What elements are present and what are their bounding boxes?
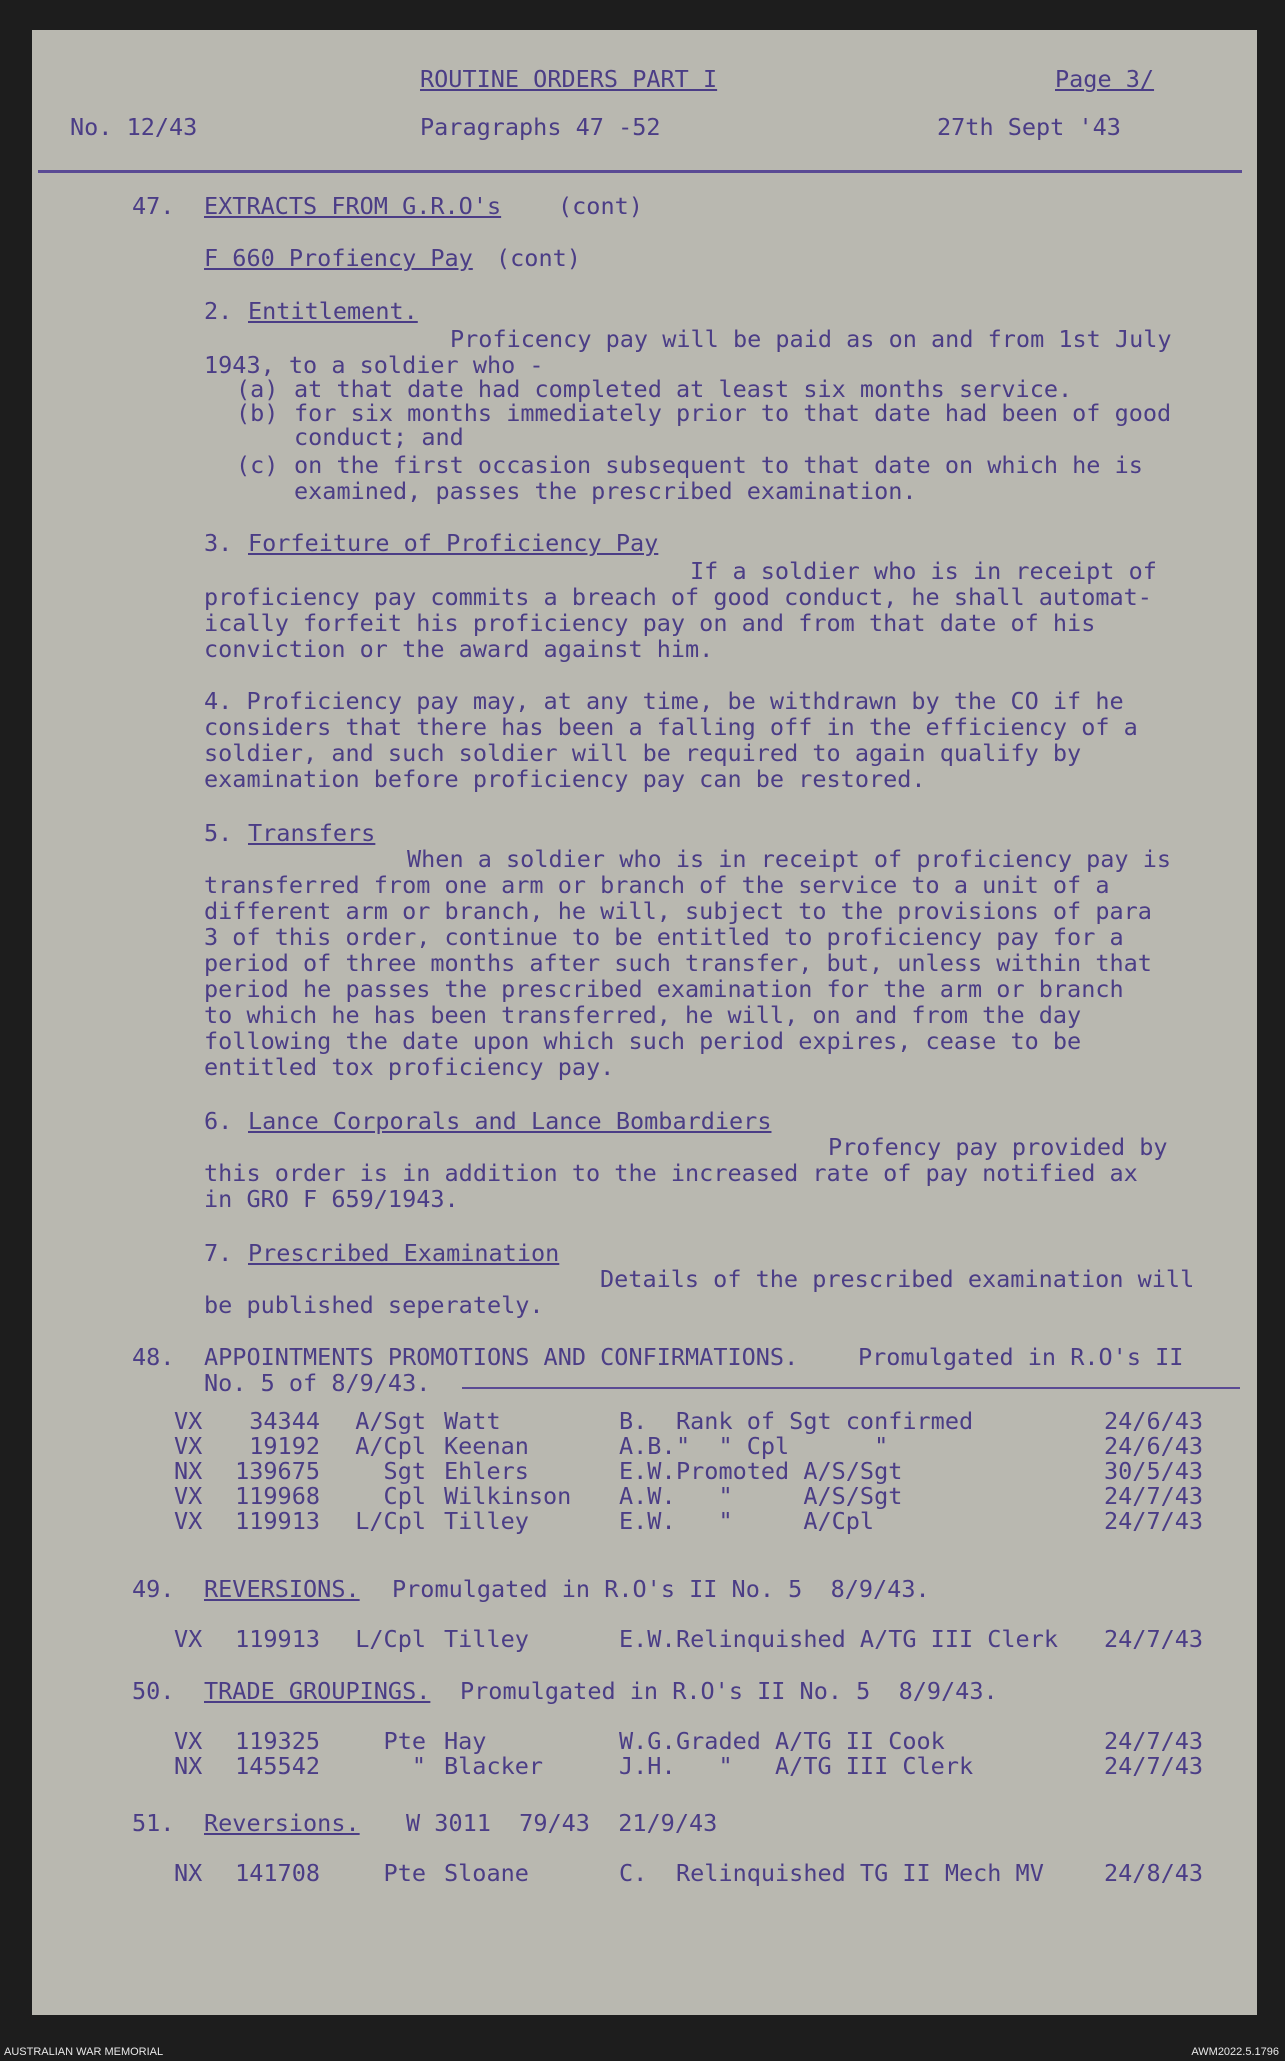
s2-c-label: (c) <box>236 451 279 479</box>
table-row <box>174 1753 1224 1779</box>
row-no: 34344 <box>249 1407 320 1435</box>
footer-credit: AUSTRALIAN WAR MEMORIAL <box>4 2046 164 2058</box>
row-action: Rank of Sgt confirmed <box>676 1407 974 1435</box>
header-rule <box>38 170 1242 173</box>
s2-a-label: (a) <box>236 375 279 403</box>
row-no: 119968 <box>235 1482 320 1510</box>
row-name: Ehlers <box>444 1457 529 1485</box>
row-action: Promoted A/S/Sgt <box>676 1457 903 1485</box>
row-name: Watt <box>444 1407 501 1435</box>
s2-c-text: examined, passes the prescribed examination. <box>294 477 917 505</box>
para-47-number: 47. <box>132 192 175 220</box>
row-init: B. <box>619 1407 648 1435</box>
row-prefix: VX <box>174 1507 203 1535</box>
table-row <box>174 1626 1224 1652</box>
row-name: Wilkinson <box>444 1482 572 1510</box>
s7-title: Prescribed Examination <box>248 1239 560 1267</box>
order-date: 27th Sept '43 <box>937 113 1121 141</box>
para-48-number: 48. <box>132 1343 175 1371</box>
s5-line: 3 of this order, continue to be entitled to proficiency pay for a <box>204 923 1124 951</box>
s5-line: different arm or branch, he will, subject to the provisions of para <box>204 897 1152 925</box>
row-no: 19192 <box>249 1432 320 1460</box>
row-rank: Cpl <box>383 1482 426 1510</box>
row-no: 119913 <box>235 1625 320 1653</box>
para-51-number: 51. <box>132 1809 175 1837</box>
s7-number: 7. <box>204 1239 233 1267</box>
row-rank: " <box>411 1752 426 1780</box>
para-48-text: Promulgated in R.O's II <box>858 1343 1184 1371</box>
row-rank: Pte <box>383 1859 426 1887</box>
row-action: Graded A/TG II Cook <box>676 1727 945 1755</box>
s2-b-label: (b) <box>236 399 279 427</box>
row-prefix: NX <box>174 1752 203 1780</box>
table-row <box>174 1860 1224 1886</box>
row-rank: L/Cpl <box>355 1507 426 1535</box>
row-rank: A/Cpl <box>355 1432 426 1460</box>
s2-c-text: on the first occasion subsequent to that date on which he is <box>294 451 1143 479</box>
s2-line: Proficency pay will be paid as on and from 1st July <box>450 325 1172 353</box>
s5-line: following the date upon which such period expires, cease to be <box>204 1027 1082 1055</box>
s3-line: conviction or the award against him. <box>204 635 714 663</box>
s5-number: 5. <box>204 819 233 847</box>
para-49-heading: REVERSIONS. <box>204 1575 360 1603</box>
row-rank: Sgt <box>383 1457 426 1485</box>
row-init: C. <box>619 1859 648 1887</box>
s3-line: If a soldier who is in receipt of <box>690 557 1157 585</box>
para-50-number: 50. <box>132 1677 175 1705</box>
s2-title: Entitlement. <box>248 297 418 325</box>
row-init: J.H. <box>619 1752 676 1780</box>
row-prefix: NX <box>174 1457 203 1485</box>
para-50-text: Promulgated in R.O's II No. 5 8/9/43. <box>460 1677 998 1705</box>
s2-line: 1943, to a soldier who - <box>204 351 544 379</box>
s3-line: ically forfeit his proficiency pay on and from that date of his <box>204 609 1096 637</box>
row-name: Blacker <box>444 1752 544 1780</box>
row-date: 24/7/43 <box>1104 1625 1204 1653</box>
s4-line: examination before proficiency pay can be restored. <box>204 765 926 793</box>
s2-number: 2. <box>204 297 233 325</box>
row-no: 139675 <box>235 1457 320 1485</box>
row-date: 24/7/43 <box>1104 1507 1204 1535</box>
paragraph-range: Paragraphs 47 -52 <box>420 113 661 141</box>
row-rank: A/Sgt <box>355 1407 426 1435</box>
document-title: ROUTINE ORDERS PART I <box>420 65 718 93</box>
table-row <box>174 1458 1224 1484</box>
row-action: Relinquished A/TG III Clerk <box>676 1625 1059 1653</box>
row-prefix: VX <box>174 1432 203 1460</box>
row-rank: L/Cpl <box>355 1625 426 1653</box>
para-47-subheading-cont: (cont) <box>496 244 581 272</box>
row-action: " A/S/Sgt <box>676 1482 903 1510</box>
s2-b-text: conduct; and <box>294 423 464 451</box>
row-init: E.W. <box>619 1507 676 1535</box>
s4-line: soldier, and such soldier will be required to again qualify by <box>204 739 1082 767</box>
para-47-heading: EXTRACTS FROM G.R.O's <box>204 192 502 220</box>
document-page <box>32 30 1257 2015</box>
para-49-text: Promulgated in R.O's II No. 5 8/9/43. <box>392 1575 930 1603</box>
s3-number: 3. <box>204 529 233 557</box>
para-50-heading: TRADE GROUPINGS. <box>204 1677 431 1705</box>
row-date: 24/6/43 <box>1104 1432 1204 1460</box>
s2-b-text: for six months immediately prior to that date had been of good <box>294 399 1172 427</box>
row-action: " " Cpl " <box>676 1432 889 1460</box>
s3-line: proficiency pay commits a breach of good conduct, he shall automat- <box>204 583 1152 611</box>
para-51-heading: Reversions. <box>204 1809 360 1837</box>
row-prefix: VX <box>174 1625 203 1653</box>
table-row <box>174 1433 1224 1459</box>
table-row <box>174 1483 1224 1509</box>
table-row <box>174 1508 1224 1534</box>
para-48-rule <box>462 1387 1240 1389</box>
s6-title: Lance Corporals and Lance Bombardiers <box>248 1107 772 1135</box>
row-date: 24/6/43 <box>1104 1407 1204 1435</box>
row-name: Hay <box>444 1727 487 1755</box>
row-name: Tilley <box>444 1625 529 1653</box>
s5-line: entitled tox proficiency pay. <box>204 1053 615 1081</box>
para-47-subheading: F 660 Profiency Pay <box>204 244 473 272</box>
row-init: W.G. <box>619 1727 676 1755</box>
row-no: 145542 <box>235 1752 320 1780</box>
row-init: E.W. <box>619 1457 676 1485</box>
row-prefix: VX <box>174 1407 203 1435</box>
table-row <box>174 1728 1224 1754</box>
s7-line: be published seperately. <box>204 1291 544 1319</box>
para-48-heading: APPOINTMENTS PROMOTIONS AND CONFIRMATIONS. <box>204 1343 799 1371</box>
row-init: A.B. <box>619 1432 676 1460</box>
row-date: 30/5/43 <box>1104 1457 1204 1485</box>
row-prefix: NX <box>174 1859 203 1887</box>
row-init: E.W. <box>619 1625 676 1653</box>
row-rank: Pte <box>383 1727 426 1755</box>
s4-line: considers that there has been a falling off in the efficiency of a <box>204 713 1138 741</box>
row-date: 24/7/43 <box>1104 1727 1204 1755</box>
s5-line: period he passes the prescribed examination for the arm or branch <box>204 975 1124 1003</box>
row-prefix: VX <box>174 1482 203 1510</box>
s3-title: Forfeiture of Proficiency Pay <box>248 529 659 557</box>
s7-line: Details of the prescribed examination will <box>600 1265 1195 1293</box>
row-prefix: VX <box>174 1727 203 1755</box>
para-48-text: No. 5 of 8/9/43. <box>204 1369 431 1397</box>
table-row <box>174 1408 1224 1434</box>
para-49-number: 49. <box>132 1575 175 1603</box>
row-action: Relinquished TG II Mech MV <box>676 1859 1044 1887</box>
para-51-text: W 3011 79/43 21/9/43 <box>406 1809 718 1837</box>
s6-line: this order is in addition to the increased rate of pay notified ax <box>204 1159 1138 1187</box>
para-47-cont: (cont) <box>558 192 643 220</box>
s5-line: period of three months after such transfer, but, unless within that <box>204 949 1152 977</box>
footer-accession: AWM2022.5.1796 <box>1191 2046 1279 2058</box>
s2-a-text: at that date had completed at least six months service. <box>294 375 1073 403</box>
row-no: 119325 <box>235 1727 320 1755</box>
row-action: " A/TG III Clerk <box>676 1752 974 1780</box>
row-action: " A/Cpl <box>676 1507 875 1535</box>
s5-title: Transfers <box>248 819 376 847</box>
row-name: Sloane <box>444 1859 529 1887</box>
row-name: Tilley <box>444 1507 529 1535</box>
row-date: 24/7/43 <box>1104 1482 1204 1510</box>
s6-number: 6. <box>204 1107 233 1135</box>
s5-line: When a soldier who is in receipt of proficiency pay is <box>407 845 1172 873</box>
s5-line: to which he has been transferred, he will, on and from the day <box>204 1001 1082 1029</box>
s5-line: transferred from one arm or branch of the service to a unit of a <box>204 871 1110 899</box>
s4-line: 4. Proficiency pay may, at any time, be withdrawn by the CO if he <box>204 687 1124 715</box>
order-number: No. 12/43 <box>70 113 198 141</box>
row-name: Keenan <box>444 1432 529 1460</box>
s6-line: in GRO F 659/1943. <box>204 1185 459 1213</box>
row-init: A.W. <box>619 1482 676 1510</box>
row-date: 24/8/43 <box>1104 1859 1204 1887</box>
s6-line: Profency pay provided by <box>828 1133 1168 1161</box>
row-no: 141708 <box>235 1859 320 1887</box>
row-no: 119913 <box>235 1507 320 1535</box>
row-date: 24/7/43 <box>1104 1752 1204 1780</box>
page-number: Page 3/ <box>1055 65 1155 93</box>
